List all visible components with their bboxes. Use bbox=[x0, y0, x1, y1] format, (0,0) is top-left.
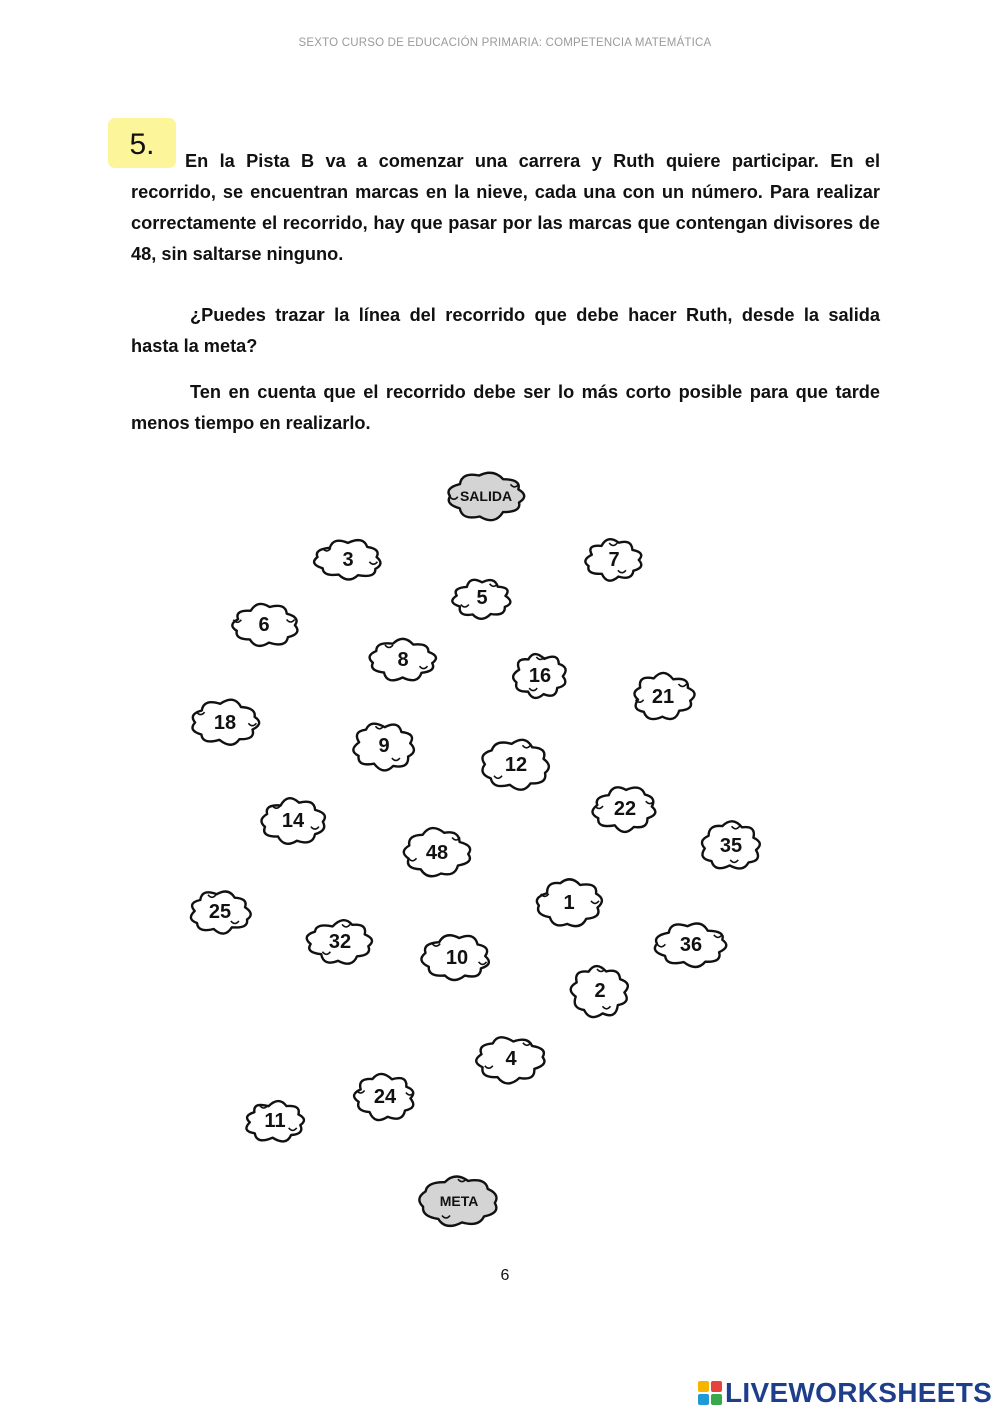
page-number: 6 bbox=[500, 1267, 510, 1284]
cloud-5[interactable] bbox=[450, 576, 514, 621]
cloud-label: 8 bbox=[397, 648, 409, 671]
brand-icon-tile bbox=[698, 1381, 709, 1392]
cloud-6[interactable] bbox=[228, 601, 300, 649]
cloud-7[interactable] bbox=[582, 537, 646, 583]
cloud-35[interactable] bbox=[697, 820, 765, 872]
cloud-label: 2 bbox=[594, 979, 606, 1002]
cloud-label: 1 bbox=[563, 891, 575, 914]
cloud-label: 25 bbox=[208, 900, 232, 923]
cloud-18[interactable] bbox=[188, 698, 262, 748]
brand-icon-tile bbox=[711, 1394, 722, 1405]
cloud-48[interactable] bbox=[400, 827, 474, 879]
cloud-10[interactable] bbox=[420, 932, 494, 984]
cloud-25[interactable] bbox=[186, 888, 254, 936]
page-header: SEXTO CURSO DE EDUCACIÓN PRIMARIA: COMPETENCIA MATEMÁTICA bbox=[298, 37, 712, 49]
cloud-label: 3 bbox=[342, 548, 354, 571]
cloud-label: META bbox=[439, 1193, 479, 1209]
cloud-label: 7 bbox=[608, 548, 620, 571]
cloud-label: 36 bbox=[679, 933, 703, 956]
cloud-label: 5 bbox=[476, 587, 488, 609]
cloud-label: SALIDA bbox=[459, 488, 513, 504]
instruction-paragraph-3: Ten en cuenta que el recorrido debe ser lo más corto posible para que tarde menos tiempo en realizarlo. bbox=[131, 382, 880, 433]
cloud-label: 14 bbox=[281, 809, 305, 832]
instruction-paragraph-2: ¿Puedes trazar la línea del recorrido que debe hacer Ruth, desde la salida hasta la meta? bbox=[131, 305, 880, 356]
cloud-22[interactable] bbox=[590, 784, 660, 834]
cloud-8[interactable] bbox=[367, 637, 439, 683]
brand-name: LIVEWORKSHEETS bbox=[725, 1377, 993, 1408]
cloud-label: 22 bbox=[613, 797, 637, 820]
cloud-label: 21 bbox=[651, 685, 675, 708]
cloud-label: 35 bbox=[719, 834, 743, 857]
cloud-4[interactable] bbox=[474, 1034, 548, 1084]
liveworksheets-logo bbox=[698, 1377, 992, 1409]
question-number-badge: 5. bbox=[108, 118, 176, 168]
brand-icon-tile bbox=[698, 1394, 709, 1405]
cloud-11[interactable] bbox=[241, 1098, 309, 1144]
cloud-label: 10 bbox=[445, 946, 469, 969]
cloud-meta[interactable] bbox=[417, 1173, 501, 1229]
cloud-21[interactable] bbox=[629, 672, 697, 722]
cloud-label: 6 bbox=[258, 613, 270, 636]
brand-icon-tile bbox=[711, 1381, 722, 1392]
cloud-16[interactable] bbox=[510, 651, 570, 701]
cloud-9[interactable] bbox=[350, 720, 418, 772]
cloud-36[interactable] bbox=[652, 920, 730, 970]
cloud-label: 16 bbox=[528, 664, 552, 687]
cloud-label: 9 bbox=[378, 734, 390, 757]
cloud-label: 12 bbox=[504, 753, 528, 776]
cloud-3[interactable] bbox=[312, 537, 384, 583]
instruction-paragraph-1: En la Pista B va a comenzar una carrera y Ruth quiere participar. En el recorrido, se encuentran marcas en la nieve, cada una con un número. Para realizar correctamente el recorrido, hay que pasar por las marcas que contengan divisores de 48, sin saltarse ninguno. bbox=[131, 151, 880, 264]
cloud-label: 11 bbox=[264, 1109, 286, 1132]
cloud-label: 18 bbox=[213, 711, 237, 734]
cloud-salida[interactable] bbox=[444, 470, 528, 522]
cloud-24[interactable] bbox=[351, 1072, 419, 1122]
cloud-14[interactable] bbox=[258, 796, 328, 846]
brand-icon bbox=[698, 1381, 722, 1405]
cloud-1[interactable] bbox=[534, 877, 604, 929]
cloud-label: 24 bbox=[373, 1085, 397, 1108]
cloud-12[interactable] bbox=[479, 738, 553, 792]
cloud-label: 32 bbox=[328, 930, 352, 953]
cloud-32[interactable] bbox=[305, 918, 375, 966]
cloud-2[interactable] bbox=[567, 963, 633, 1019]
cloud-label: 4 bbox=[505, 1047, 517, 1070]
cloud-label: 48 bbox=[425, 841, 449, 864]
